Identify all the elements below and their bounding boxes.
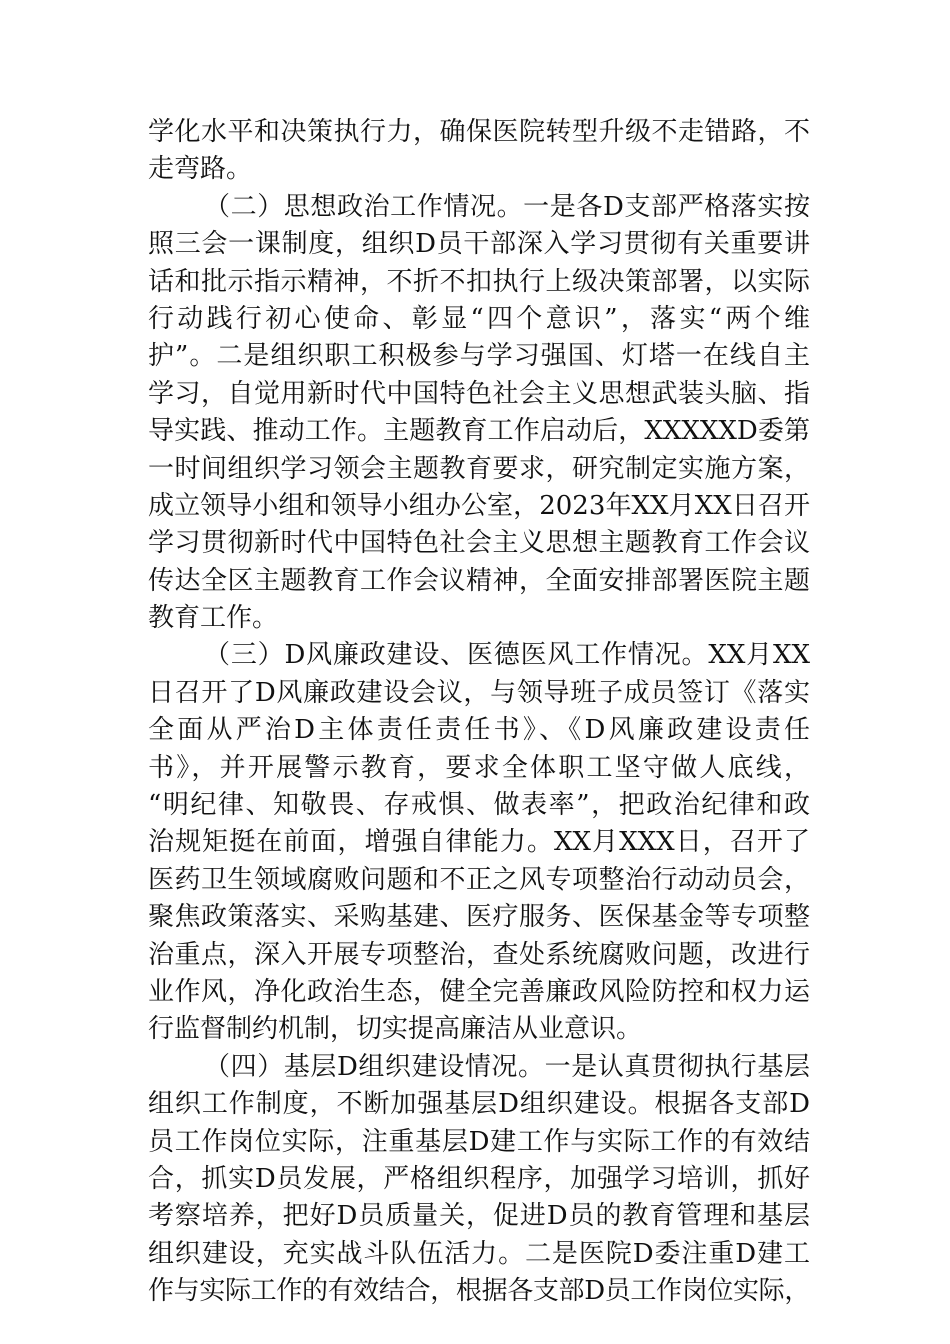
text-line: 聚焦政策落实、采购基建、医疗服务、医保基金等专项整 [148, 902, 810, 933]
section-heading-line: （二）思想政治工作情况。一是各D支部严格落实按 [204, 191, 810, 222]
text-line: 组织工作制度，不断加强基层D组织建设。根据各支部D [148, 1089, 810, 1120]
text-line: 员工作岗位实际，注重基层D建工作与实际工作的有效结 [148, 1126, 810, 1157]
text-line: 学习，自觉用新时代中国特色社会主义思想武装头脑、指 [148, 378, 810, 409]
text-line: 业作风，净化政治生态，健全完善廉政风险防控和权力运 [148, 976, 810, 1007]
text-line: 日召开了D风廉政建设会议，与领导班子成员签订《落实 [148, 677, 810, 708]
text-line: 行监督制约机制，切实提高廉洁从业意识。 [148, 1014, 643, 1045]
text-line: 教育工作。 [148, 603, 279, 634]
text-line: 组织建设，充实战斗队伍活力。二是医院D委注重D建工 [148, 1238, 810, 1269]
text-line: 传达全区主题教育工作会议精神，全面安排部署医院主题 [148, 565, 810, 596]
text-line: 治重点，深入开展专项整治，查处系统腐败问题，改进行 [148, 939, 810, 970]
text-line: 走弯路。 [148, 154, 253, 185]
text-line: 一时间组织学习领会主题教育要求，研究制定实施方案， [148, 453, 810, 484]
text-line: 书》，并开展警示教育，要求全体职工坚守做人底线， [148, 752, 810, 783]
text-line: 全面从严治D主体责任责任书》、《D风廉政建设责任 [148, 715, 810, 746]
document-body [148, 114, 810, 1311]
section-heading-line: （四）基层D组织建设情况。一是认真贯彻执行基层 [204, 1051, 810, 1082]
text-line: 学习贯彻新时代中国特色社会主义思想主题教育工作会议 [148, 528, 810, 559]
text-line: 医药卫生领域腐败问题和不正之风专项整治行动动员会， [148, 864, 810, 895]
section-heading-line: （三）D风廉政建设、医德医风工作情况。XX月XX [204, 640, 810, 671]
text-line: “明纪律、知敬畏、存戒惧、做表率”，把政治纪律和政 [148, 790, 810, 821]
text-line: 话和批示指示精神，不折不扣执行上级决策部署，以实际 [148, 266, 810, 297]
text-line: 学化水平和决策执行力，确保医院转型升级不走错路，不 [148, 117, 810, 147]
text-line: 合，抓实D员发展，严格组织程序，加强学习培训，抓好 [148, 1163, 810, 1194]
text-line: 导实践、推动工作。主题教育工作启动后，XXXXXD委第 [148, 416, 810, 447]
text-line: 作与实际工作的有效结合，根据各支部D员工作岗位实际， [148, 1276, 810, 1307]
text-line: 治规矩挺在前面，增强自律能力。XX月XXX日，召开了 [148, 827, 810, 858]
text-line: 成立领导小组和领导小组办公室，2023年XX月XX日召开 [148, 490, 810, 521]
text-line: 照三会一课制度，组织D员干部深入学习贯彻有关重要讲 [148, 229, 810, 260]
text-line: 考察培养，把好D员质量关，促进D员的教育管理和基层 [148, 1201, 810, 1232]
text-line: 行动践行初心使命、彰显“四个意识”，落实“两个维 [148, 303, 810, 334]
text-line: 护”。二是组织职工积极参与学习强国、灯塔一在线自主 [148, 341, 810, 372]
